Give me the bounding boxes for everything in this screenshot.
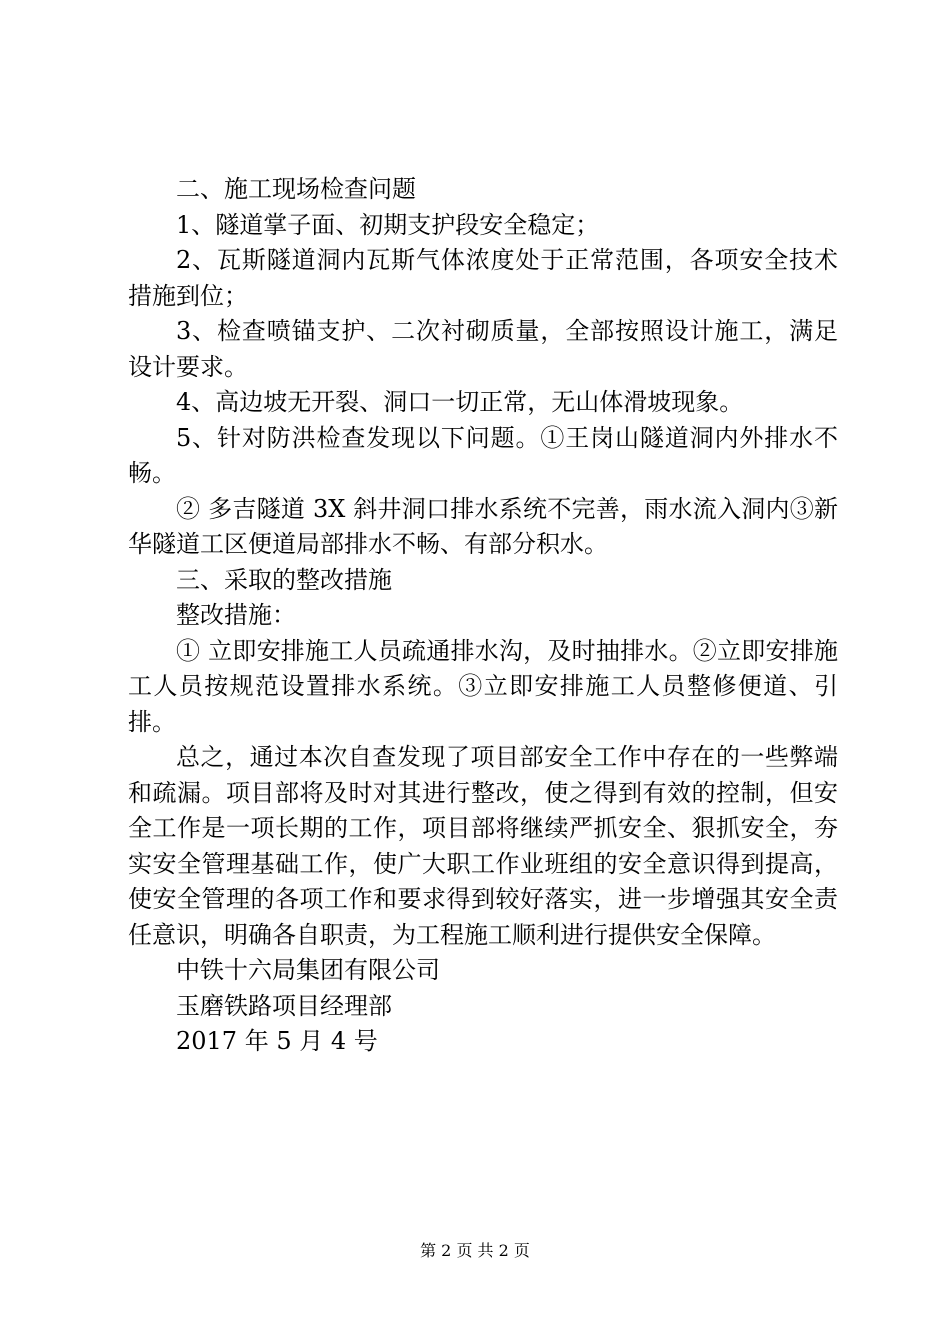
issue-item-3: 3、检查喷锚支护、二次衬砌质量，全部按照设计施工，满足设计要求。 xyxy=(128,317,838,381)
signature-department: 玉磨铁路项目经理部 xyxy=(176,991,392,1020)
summary-paragraph: 总之，通过本次自查发现了项目部安全工作中存在的一些弊端和疏漏。项目部将及时对其进行整改，使之得到有效的控制，但安全工作是一项长期的工作，项目部将继续严抓安全、狠抓安全，夯实安全管理基础工作，使广大职工作业班组的安全意识得到提高，使安全管理的各项工作和要求得到较好落实，进一步增强其安全责任意识，明确各自职责，为工程施工顺利进行提供安全保障。 xyxy=(128,743,838,949)
document-body xyxy=(128,172,838,1060)
section-heading-corrective-measures: 三、采取的整改措施 xyxy=(176,565,392,594)
measures-label: 整改措施： xyxy=(176,601,296,629)
issue-item-1: 1、隧道掌子面、初期支护段安全稳定； xyxy=(176,210,600,239)
section-heading-inspection-issues: 二、施工现场检查问题 xyxy=(176,175,416,203)
measures-list: ① 立即安排施工人员疏通排水沟，及时抽排水。②立即安排施工人员按规范设置排水系统。③立即安排施工人员整修便道、引排。 xyxy=(128,636,838,736)
signature-company: 中铁十六局集团有限公司 xyxy=(176,956,440,984)
issue-item-5-continued: ② 多吉隧道 3X 斜井洞口排水系统不完善，雨水流入洞内③新华隧道工区便道局部排水不畅、有部分积水。 xyxy=(128,494,838,558)
issue-item-5: 5、针对防洪检查发现以下问题。①王岗山隧道洞内外排水不畅。 xyxy=(128,423,838,487)
signature-date: 2017 年 5 月 4 号 xyxy=(176,1027,378,1055)
issue-item-2: 2、瓦斯隧道洞内瓦斯气体浓度处于正常范围，各项安全技术措施到位； xyxy=(128,246,838,310)
issue-item-4: 4、高边坡无开裂、洞口一切正常，无山体滑坡现象。 xyxy=(176,388,744,416)
page-number-footer: 第 2 页 共 2 页 xyxy=(420,1241,530,1260)
